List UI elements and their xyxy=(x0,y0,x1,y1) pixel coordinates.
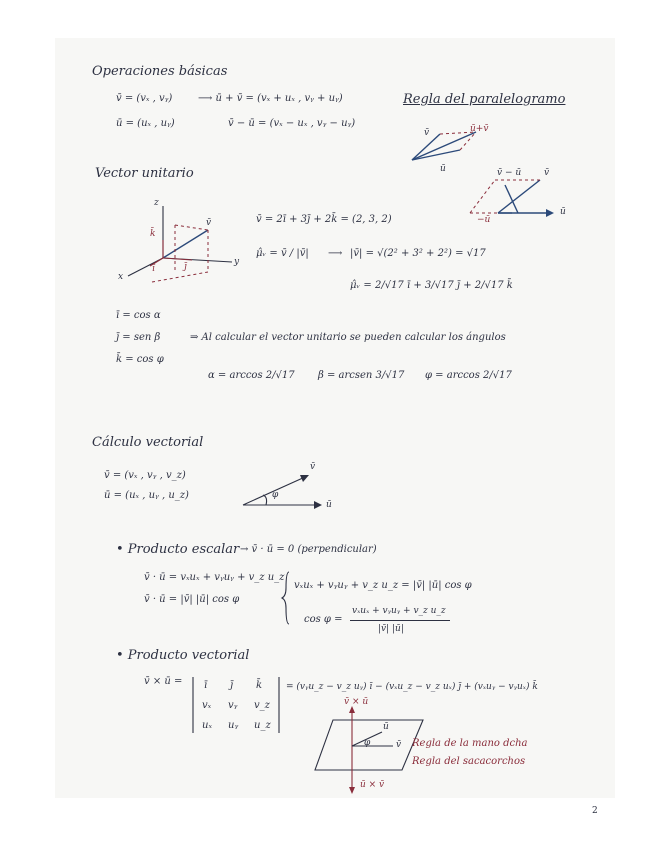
regla-sacacorchos: Regla del sacacorchos xyxy=(412,756,526,767)
unit-vector-result: μ̂ᵥ = 2/√17 ī + 3/√17 j̄ + 2/√17 k̄ xyxy=(350,280,513,291)
regla-paralelogramo-label: Regla del paralelogramo xyxy=(403,92,566,107)
regla-mano-derecha: Regla de la mano dcha xyxy=(412,738,528,749)
alpha-formula: α = arccos 2/√17 xyxy=(208,370,295,381)
k-cos-phi: k̄ = cos φ xyxy=(116,354,164,365)
axes-3d-diagram xyxy=(128,206,232,282)
cos-phi-lhs: cos φ = xyxy=(304,614,343,625)
section-title-calculo: Cálculo vectorial xyxy=(92,435,204,450)
axis-k-label: k̄ xyxy=(150,229,156,239)
v-definition: v̄ = (vₓ , vᵧ) xyxy=(116,93,173,104)
axis-z-label: z xyxy=(154,198,159,208)
cos-phi-fraction-bar xyxy=(350,620,450,621)
parallelogram-dash-side xyxy=(460,132,476,150)
difference-v-arrow xyxy=(498,180,540,213)
plane-uxv-label: ū × v̄ xyxy=(360,780,385,790)
difference-formula: v̄ − ū = (vₓ − uₓ , vᵧ − uᵧ) xyxy=(228,118,356,129)
cos-phi-denominator: |v̄| |ū| xyxy=(378,624,404,634)
axes-box-floor xyxy=(152,272,208,282)
matrix-cell: vᵧ xyxy=(228,700,238,711)
difference-label: v̄ − ū xyxy=(497,168,522,178)
angle-diagram xyxy=(243,475,322,509)
angles-note: ⇒ Al calcular el vector unitario se pueden calcular los ángulos xyxy=(190,332,506,343)
parallelogram-u-arrow xyxy=(412,150,460,160)
difference-minus-u-label: −ū xyxy=(477,215,491,225)
matrix-cell: ī xyxy=(204,680,208,691)
dot-product-modulus: v̄ · ū = |v̄| |ū| cos φ xyxy=(144,594,240,605)
difference-v-label: v̄ xyxy=(544,168,550,178)
parallelogram-u-label: ū xyxy=(440,164,446,174)
calc-u-definition: ū = (uₓ , uᵧ , u_z) xyxy=(104,490,189,501)
section-title-operaciones: Operaciones básicas xyxy=(92,64,228,79)
i-cos-alpha: ī = cos α xyxy=(116,310,161,321)
angle-u-label: ū xyxy=(326,500,332,510)
u-definition: ū = (uₓ , uᵧ) xyxy=(116,118,175,129)
phi-formula: φ = arccos 2/√17 xyxy=(425,370,512,381)
parallelogram-v-label: v̄ xyxy=(424,128,430,138)
axis-x-label: x xyxy=(118,272,124,282)
parallelogram-diagram xyxy=(412,132,476,160)
matrix-cell: vₓ xyxy=(202,700,212,711)
plane-phi-label: φ xyxy=(364,738,371,748)
cross-product-result: = (vᵧu_z − v_z uᵧ) ī − (vₓu_z − v_z uₓ) j̄ + (vₓuᵧ − vᵧuₓ) k̄ xyxy=(286,682,538,692)
matrix-cell: uₓ xyxy=(202,720,212,731)
difference-u-label: ū xyxy=(560,207,566,217)
perpendicular-note: → v̄ · ū = 0 (perpendicular) xyxy=(240,544,377,555)
difference-dash-left xyxy=(470,180,495,213)
axes-v-dash xyxy=(175,225,208,230)
plane-v-label: v̄ xyxy=(396,740,402,750)
matrix-cell: uᵧ xyxy=(228,720,239,731)
page-number: 2 xyxy=(592,806,598,816)
axes-v-arrow xyxy=(163,230,208,258)
parallelogram-sum-arrow xyxy=(412,132,476,160)
matrix-cell: j̄ xyxy=(230,680,234,691)
axis-v-label: v̄ xyxy=(206,218,212,228)
cross-product-lhs: v̄ × ū = xyxy=(144,676,183,687)
unit-vector-definition: μ̂ᵥ = v̄ / |v̄| xyxy=(256,248,309,259)
dot-product-components: v̄ · ū = vₓuₓ + vᵧuᵧ + v_z u_z xyxy=(144,572,285,583)
sum-formula: ⟶ ū + v̄ = (vₓ + uₓ , vᵧ + uᵧ) xyxy=(198,93,343,104)
unit-arrow: ⟶ xyxy=(328,248,343,259)
calc-v-definition: v̄ = (vₓ , vᵧ , v_z) xyxy=(104,470,186,481)
angle-u-arrowhead xyxy=(314,501,322,509)
axis-i-label: ī xyxy=(152,264,155,274)
angle-v-label: v̄ xyxy=(310,462,316,472)
plane-uxv-arrowhead xyxy=(349,787,355,794)
axis-j-label: j̄ xyxy=(184,262,187,272)
dot-product-equality: vₓuₓ + vᵧuᵧ + v_z u_z = |v̄| |ū| cos φ xyxy=(294,580,472,591)
section-title-unitario: Vector unitario xyxy=(95,166,194,181)
parallelogram-sum-label: ū+v̄ xyxy=(470,124,489,134)
escalar-title: • Producto escalar xyxy=(116,542,240,557)
plane-vxu-arrowhead xyxy=(349,706,355,713)
angle-phi-label: φ xyxy=(272,490,279,500)
plane-vxu-label: v̄ × ū xyxy=(344,697,369,707)
difference-u-arrowhead xyxy=(546,209,554,217)
matrix-cell: k̄ xyxy=(256,680,263,691)
matrix-cell: u_z xyxy=(254,720,271,731)
matrix-cell: v_z xyxy=(254,700,270,711)
plane-u-label: ū xyxy=(383,722,389,732)
difference-diagram xyxy=(470,180,554,217)
angle-arc xyxy=(263,495,267,505)
cos-phi-numerator: vₓuₓ + vᵧuᵧ + v_z u_z xyxy=(352,606,446,616)
j-sen-beta: j̄ = sen β xyxy=(116,332,161,343)
axis-y-label: y xyxy=(234,257,240,267)
beta-formula: β = arcsen 3/√17 xyxy=(318,370,405,381)
v-equation: v̄ = 2ī + 3j̄ + 2k̄ = (2, 3, 2) xyxy=(256,214,392,225)
vectorial-title: • Producto vectorial xyxy=(116,648,250,663)
modulo-formula: |v̄| = √(2² + 3² + 2²) = √17 xyxy=(350,248,486,259)
